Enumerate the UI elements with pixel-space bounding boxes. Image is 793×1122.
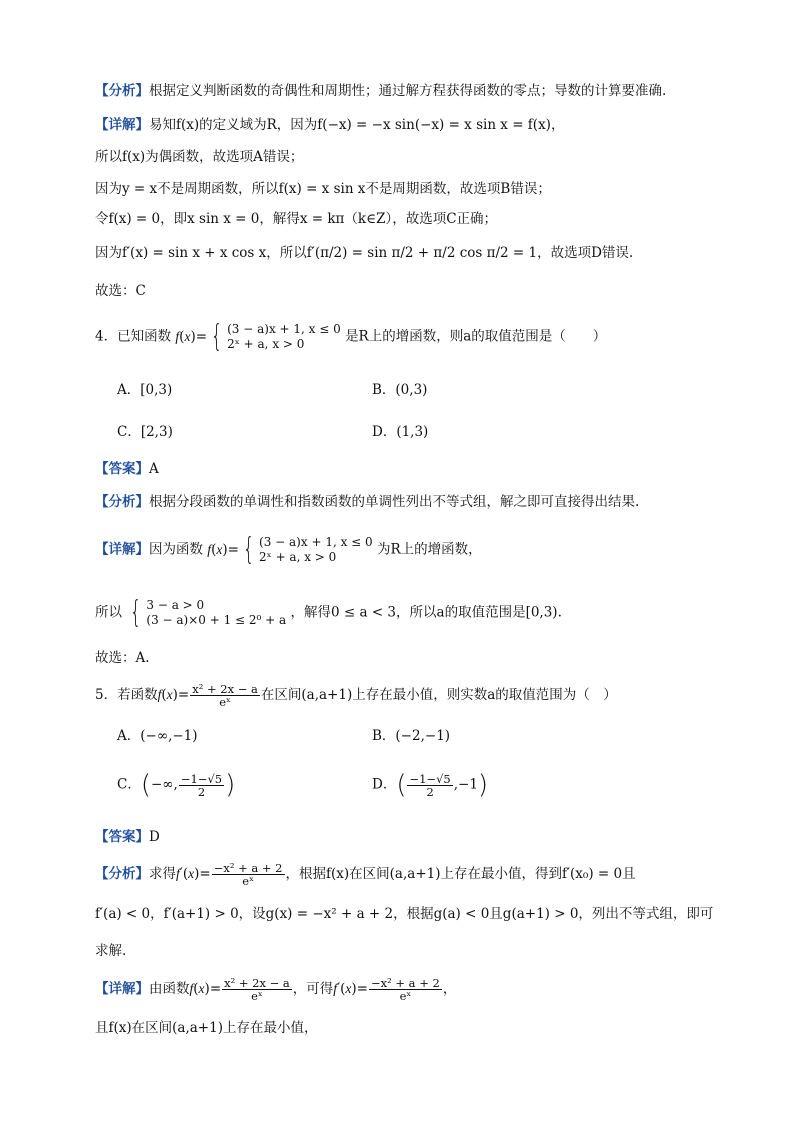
- q4-ineq-prefix: 所以: [95, 604, 122, 621]
- solution-tag: 【详解】: [95, 981, 149, 997]
- q5-fp-numerator: −x² + a + 2: [213, 861, 283, 875]
- q5-option-a[interactable]: A．(−∞,−1): [117, 728, 198, 744]
- q5-answer: D: [149, 829, 160, 845]
- q4-analysis-text: 根据分段函数的单调性和指数函数的单调性列出不等式组，解之即可直接得出结果.: [149, 494, 640, 510]
- q4-inequality-system: [126, 595, 287, 630]
- q5-option-c-numerator: −1−√5: [180, 771, 223, 786]
- q5-option-c-denominator: 2: [197, 784, 206, 799]
- q4-solution-prefix: 因为函数: [149, 541, 203, 558]
- q3-analysis-line: [95, 80, 666, 102]
- q5-fp-denominator: eˣ: [242, 874, 254, 888]
- q4-analysis-line: [95, 491, 639, 513]
- q5-solution-fp-numerator: −x² + a + 2: [371, 976, 440, 990]
- q3-solution-line-4: 令f(x) = 0，即x sin x = 0，解得x = kπ（k∈Z），故选项C正确；: [95, 211, 498, 227]
- q4-piece-2: 2ˣ + a, x > 0: [227, 337, 305, 351]
- q4-answer-line: [95, 458, 159, 480]
- analysis-tag: 【分析】: [95, 866, 149, 882]
- right-paren-icon: ): [477, 770, 489, 800]
- q5-option-b[interactable]: B．(−2,−1): [372, 728, 451, 744]
- brace-icon: {: [210, 319, 223, 354]
- q5-option-c[interactable]: [117, 772, 235, 798]
- q5-derivative-fraction: [212, 862, 285, 887]
- answer-tag: 【答案】: [95, 829, 149, 845]
- answer-tag: 【答案】: [95, 461, 149, 477]
- brace-icon: {: [130, 595, 142, 630]
- q4-solution-suffix: 为R上的增函数，: [376, 541, 482, 558]
- q4-answer: A: [149, 461, 159, 477]
- q5-solution-end: ，: [442, 981, 457, 997]
- q5-solution-prefix: 由函数: [149, 981, 190, 997]
- q4-ineq-suffix: ，解得0 ≤ a < 3，所以a的取值范围是[0,3).: [290, 604, 562, 621]
- q5-option-c-label: C．: [117, 776, 141, 793]
- q3-solution-line-3: 因为y = x不是周期函数，所以f(x) = x sin x不是周期函数，故选项B错误；: [95, 181, 551, 197]
- q5-solution-line-1: 【详解】由函数f(x)= $\frac{\text{x² + 2x − a}}{\text{eˣ}}$ ，可得f′(x)= $\frac{\text{−x² + a + 2}}{\text{eˣ}}$ ，: [95, 976, 457, 1003]
- q4-piecewise-function: f ( x )= { (3 − a)x + 1, x ≤ 0 2ˣ + a, x > 0: [175, 319, 341, 354]
- q5-option-d-label: D．: [372, 776, 397, 793]
- q5-f-denominator: eˣ: [219, 695, 231, 709]
- solution-tag: 【详解】: [95, 541, 149, 558]
- q5-answer-line: [95, 826, 160, 848]
- q5-stem: 5．若函数f(x)= $\frac{\text{x² + 2x − a}}{\text{eˣ}}$ 在区间(a,a+1)上存在最小值，则实数a的取值范围为（ ）: [95, 682, 617, 709]
- q4-ineq-2: (3 − a)×0 + 1 ≤ 2⁰ + a: [146, 613, 287, 627]
- q4-solution-piece-1: (3 − a)x + 1, x ≤ 0: [259, 535, 373, 549]
- q5-analysis-mid: ，根据f(x)在区间(a,a+1)上存在最小值，得到f′(x₀) = 0且: [285, 866, 636, 882]
- q5-solution-f-denominator: eˣ: [251, 989, 263, 1003]
- q5-option-d-right: ,−1: [453, 776, 478, 793]
- q4-piece-1: (3 − a)x + 1, x ≤ 0: [227, 322, 341, 336]
- q4-stem-suffix: 是R上的增函数，则a的取值范围是（ ）: [345, 328, 607, 345]
- q3-solution-line-1: [95, 114, 564, 136]
- analysis-tag: 【分析】: [95, 494, 149, 510]
- q5-option-d-fraction: [407, 773, 452, 798]
- q5-f-numerator: x² + 2x − a: [192, 682, 258, 696]
- q5-solution-fp-denominator: eˣ: [399, 989, 412, 1003]
- left-paren-icon: (: [396, 770, 407, 800]
- q5-option-c-fraction: [179, 773, 224, 798]
- q5-option-d-denominator: 2: [426, 784, 434, 799]
- q3-conclusion: 故选：C: [95, 283, 146, 299]
- q5-option-c-left: −∞,: [151, 776, 178, 793]
- analysis-tag: 【分析】: [95, 83, 149, 99]
- q5-option-d-numerator: −1−√5: [409, 771, 451, 786]
- q5-solution-fp-fraction: [369, 977, 442, 1002]
- q5-solution-line-2: 且f(x)在区间(a,a+1)上存在最小值，: [95, 1020, 318, 1036]
- q5-function-fraction: [190, 683, 260, 708]
- q4-option-c[interactable]: C．[2,3): [117, 424, 173, 440]
- q5-analysis-line-3: 求解.: [95, 943, 127, 959]
- q4-option-a[interactable]: A．[0,3): [117, 382, 173, 398]
- q4-solution-piecewise: f ( x )= { (3 − a)x + 1, x ≤ 0 2ˣ + a, x > 0: [207, 532, 373, 567]
- q5-analysis-line-1: 【分析】求得f′(x)= $\frac{\text{−x² + a + 2}}{\text{eˣ}}$ ，根据f(x)在区间(a,a+1)上存在最小值，得到f′(x₀) = 0且: [95, 861, 636, 888]
- q4-option-b[interactable]: B．(0,3): [372, 382, 428, 398]
- q4-conclusion: 故选：A.: [95, 650, 150, 666]
- q4-solution-line-2: [95, 595, 562, 630]
- q3-analysis-text: 根据定义判断函数的奇偶性和周期性；通过解方程获得函数的零点；导数的计算要准确.: [149, 83, 667, 99]
- q4-option-d[interactable]: D．(1,3): [372, 424, 429, 440]
- q5-stem-suffix: 在区间(a,a+1)上存在最小值，则实数a的取值范围为（ ）: [260, 687, 617, 703]
- q5-analysis-prefix: 求得: [149, 866, 176, 882]
- q5-analysis-line-2: f′(a) < 0，f′(a+1) > 0，设g(x) = −x² + a + 2，根据g(a) < 0且g(a+1) > 0，列出不等式组，即可: [95, 906, 714, 922]
- q5-solution-f-numerator: x² + 2x − a: [224, 976, 290, 990]
- q3-solution-text-1: 易知f(x)的定义域为R，因为f(−x) = −x sin(−x) = x sin x = f(x)，: [149, 117, 565, 133]
- q4-solution-line-1: [95, 532, 482, 567]
- q4-stem-prefix: 4．已知函数: [95, 328, 172, 345]
- brace-icon: {: [242, 532, 255, 567]
- q3-solution-line-5: 因为f′(x) = sin x + x cos x，所以f′(π/2) = sin π/2 + π/2 cos π/2 = 1，故选项D错误.: [95, 245, 634, 261]
- q5-solution-mid: ，可得: [292, 981, 334, 997]
- q5-solution-f-fraction: [222, 977, 292, 1002]
- right-paren-icon: ): [225, 770, 236, 800]
- q3-solution-line-2: 所以f(x)为偶函数，故选项A错误；: [95, 149, 304, 165]
- q5-option-d[interactable]: [372, 772, 488, 798]
- solution-tag: 【详解】: [95, 117, 149, 133]
- q4-stem: [95, 319, 607, 354]
- q4-ineq-1: 3 − a > 0: [146, 598, 205, 612]
- left-paren-icon: (: [140, 770, 151, 800]
- q4-solution-piece-2: 2ˣ + a, x > 0: [259, 550, 337, 564]
- q5-stem-prefix: 5．若函数: [95, 687, 158, 703]
